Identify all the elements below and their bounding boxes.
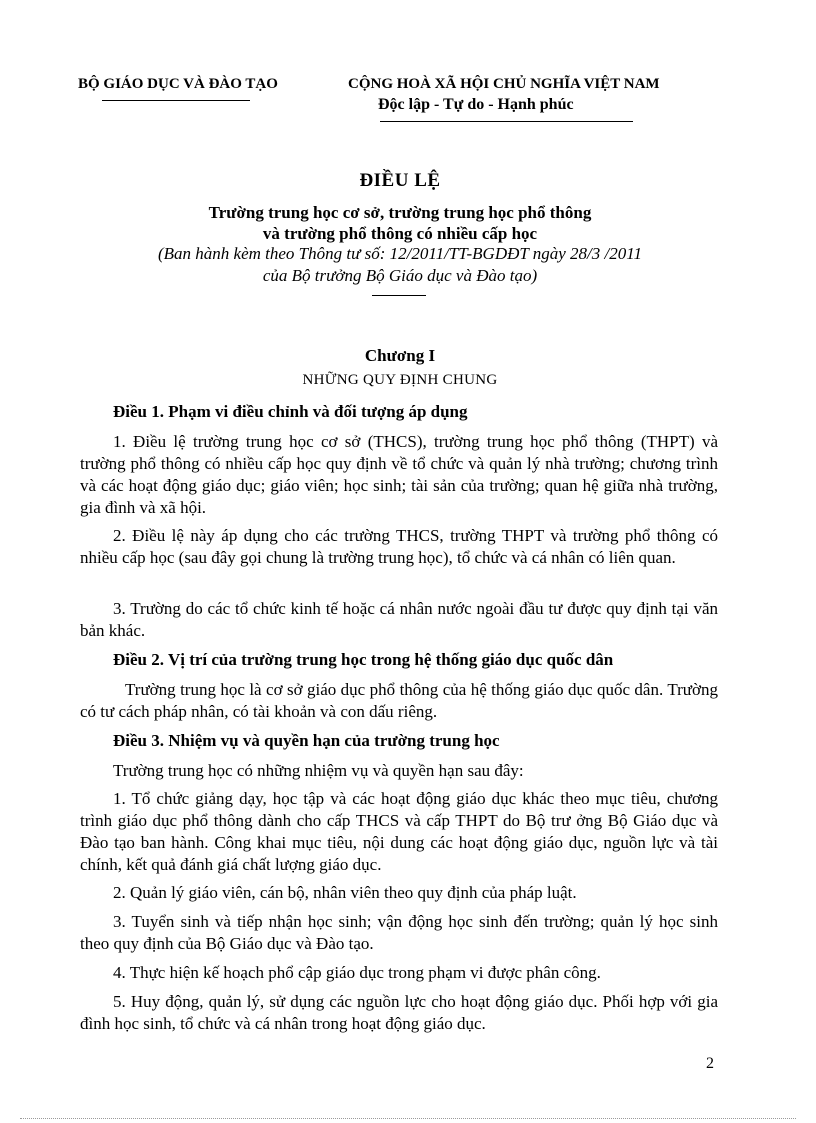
article-3-heading: Điều 3. Nhiệm vụ và quyền hạn của trường trung học bbox=[113, 731, 500, 750]
document-subtitle-line1: Trường trung học cơ sở, trường trung học phổ thông bbox=[208, 203, 592, 222]
document-subtitle-line2: và trường phổ thông có nhiều cấp học bbox=[262, 224, 538, 243]
article-1-paragraph-1: 1. Điều lệ trường trung học cơ sở (THCS), trường trung học phổ thông (THPT) và trường phổ thông có nhiều cấp học quy định về tổ chức và quản lý nhà trường; chương trình và các hoạt động giáo dục; giáo viên; học sinh; tài sản của trường; quan hệ giữa nhà trường, gia đình và xã hội. bbox=[80, 432, 718, 517]
article-2-paragraph-1: Trường trung học là cơ sở giáo dục phổ thông của hệ thống giáo dục quốc dân. Trường có tư cách pháp nhân, có tài khoản và con dấu riêng. bbox=[80, 680, 718, 721]
article-3-intro: Trường trung học có những nhiệm vụ và quyền hạn sau đây: bbox=[113, 761, 524, 780]
motto-underline bbox=[380, 121, 633, 122]
document-title: ĐIỀU LỆ bbox=[359, 170, 441, 191]
ministry-underline bbox=[102, 100, 250, 101]
republic-name: CỘNG HOÀ XÃ HỘI CHỦ NGHĨA VIỆT NAM bbox=[348, 76, 660, 92]
article-3-item-4: 4. Thực hiện kế hoạch phổ cập giáo dục trong phạm vi được phân công. bbox=[113, 963, 601, 982]
article-2-heading: Điều 2. Vị trí của trường trung học trong hệ thống giáo dục quốc dân bbox=[113, 650, 614, 669]
article-1-paragraph-2: 2. Điều lệ này áp dụng cho các trường THCS, trường THPT và trường phổ thông có nhiều cấp học (sau đây gọi chung là trường trung học), tổ chức và cá nhân có liên quan. bbox=[80, 526, 718, 567]
republic-header bbox=[348, 76, 708, 113]
article-3-item-1: 1. Tổ chức giảng dạy, học tập và các hoạt động giáo dục khác theo mục tiêu, chương trình giáo dục phổ thông dành cho cấp THCS và cấp THPT do Bộ trư ởng Bộ Giáo dục và Đào tạo ban hành. Công khai mục tiêu, nội dung các hoạt động giáo dục, nguồn lực và tài chính, kết quả đánh giá chất lượng giáo dục. bbox=[80, 789, 718, 874]
page-number: 2 bbox=[706, 1055, 714, 1072]
issuance-note-line1: (Ban hành kèm theo Thông tư số: 12/2011/TT-BGDĐT ngày 28/3 /2011 bbox=[158, 244, 642, 263]
article-3-item-2: 2. Quản lý giáo viên, cán bộ, nhân viên theo quy định của pháp luật. bbox=[113, 883, 577, 902]
article-1-heading: Điều 1. Phạm vi điều chỉnh và đối tượng áp dụng bbox=[113, 402, 468, 421]
national-motto: Độc lập - Tự do - Hạnh phúc bbox=[378, 96, 574, 113]
title-divider bbox=[372, 295, 426, 296]
chapter-name: NHỮNG QUY ĐỊNH CHUNG bbox=[302, 372, 498, 388]
article-1-paragraph-3: 3. Trường do các tổ chức kinh tế hoặc cá nhân nước ngoài đầu tư được quy định tại văn bản khác. bbox=[80, 599, 718, 640]
issuance-note-line2: của Bộ trưởng Bộ Giáo dục và Đào tạo) bbox=[262, 266, 538, 285]
article-3-item-3: 3. Tuyển sinh và tiếp nhận học sinh; vận động học sinh đến trường; quản lý học sinh theo quy định của Bộ Giáo dục và Đào tạo. bbox=[80, 912, 718, 953]
ministry-header bbox=[78, 76, 308, 93]
ministry-name: BỘ GIÁO DỤC VÀ ĐÀO TẠO bbox=[78, 76, 278, 92]
chapter-number: Chương I bbox=[364, 346, 436, 365]
article-3-item-5: 5. Huy động, quản lý, sử dụng các nguồn lực cho hoạt động giáo dục. Phối hợp với gia đình học sinh, tổ chức và cá nhân trong hoạt động giáo dục. bbox=[80, 992, 718, 1033]
page-bottom-border bbox=[20, 1118, 796, 1119]
